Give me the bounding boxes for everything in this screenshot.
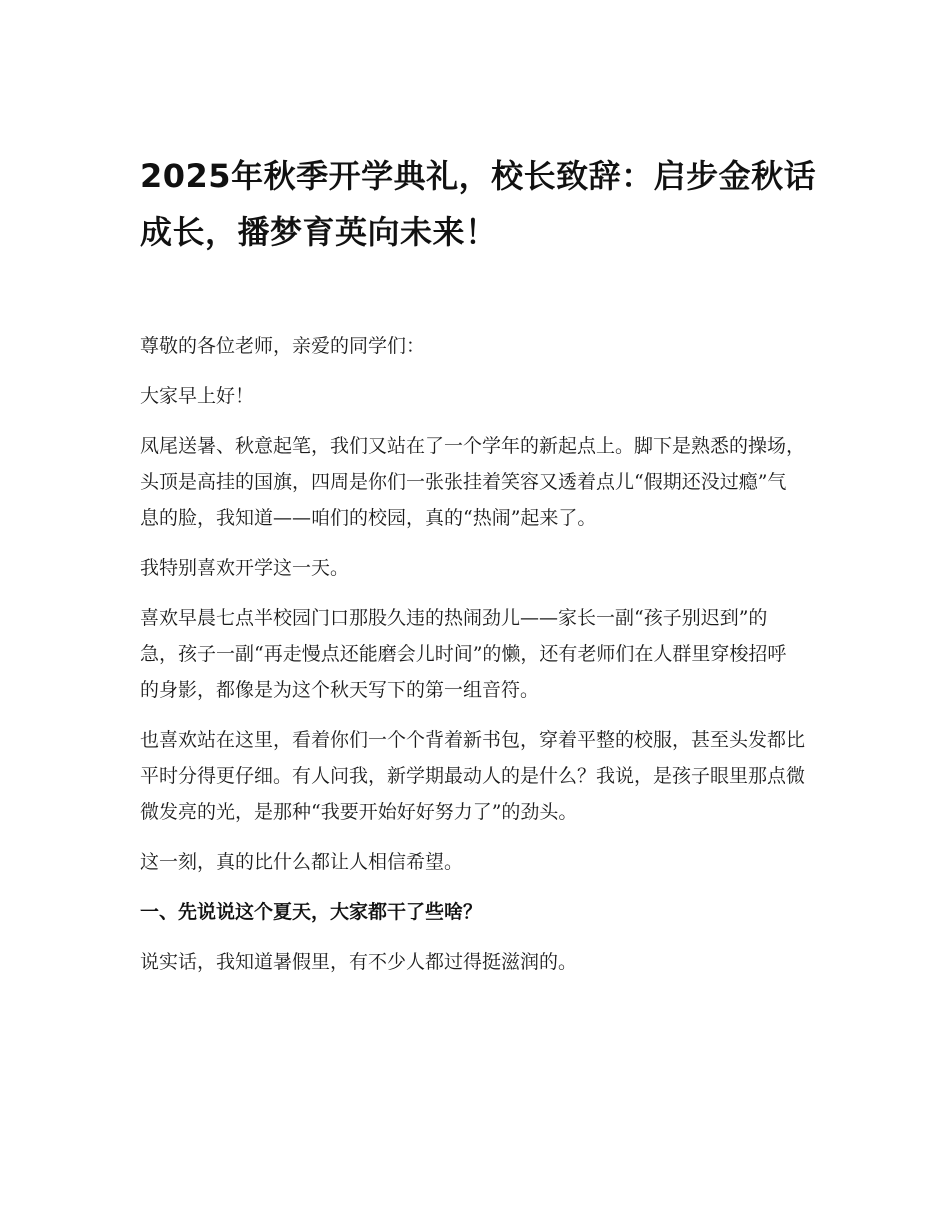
section-heading-summer: 一、先说说这个夏天，大家都干了些啥？ [140,901,483,923]
paragraph-students-light: 也喜欢站在这里，看着你们一个个背着新书包，穿着平整的校服，甚至头发都比平时分得更仔细。有人问我，新学期最动人的是什么？我说，是孩子眼里那点微微发亮的光，是那种“我要开始好好努力了”的劲头。 [140,729,806,823]
document-title: 2025年秋季开学典礼，校长致辞：启步金秋话成长，播梦育英向未来！ [140,157,817,251]
greeting: 大家早上好！ [140,385,255,407]
paragraph-love-first-day: 我特别喜欢开学这一天。 [140,557,350,579]
paragraph-new-semester: 凤尾送暑、秋意起笔，我们又站在了一个学年的新起点上。脚下是熟悉的操场，头顶是高挂的国旗，四周是你们一张张挂着笑容又透着点儿“假期还没过瘾”气息的脸，我知道——咱们的校园，真的“热闹”起来了。 [140,435,806,529]
document-body [140,328,805,994]
salutation: 尊敬的各位老师，亲爱的同学们： [140,335,426,357]
paragraph-morning-scene: 喜欢早晨七点半校园门口那股久违的热闹劲儿——家长一副“孩子别迟到”的急，孩子一副“再走慢点还能磨会儿时间”的懒，还有老师们在人群里穿梭招呼的身影，都像是为这个秋天写下的第一组音符。 [140,607,787,701]
paragraph-hope: 这一刻，真的比什么都让人相信希望。 [140,851,464,873]
paragraph-summer-intro: 说实话，我知道暑假里，有不少人都过得挺滋润的。 [140,951,578,973]
